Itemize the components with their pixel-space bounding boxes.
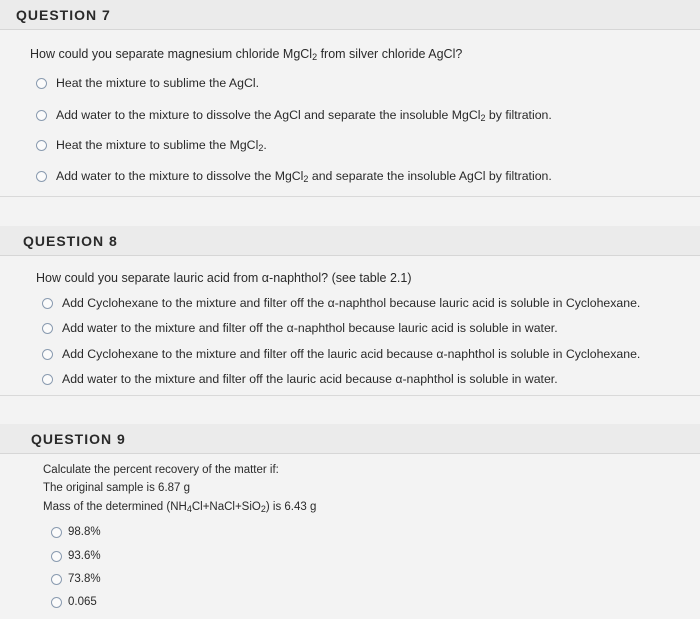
- subscript: 2: [260, 504, 266, 514]
- subscript: 2: [312, 52, 318, 62]
- q8-option-1[interactable]: [42, 296, 640, 310]
- prompt-text: The original sample is 6.87 g: [43, 482, 191, 494]
- prompt-text: ) is 6.43 g: [265, 501, 317, 513]
- question-7-prompt: [30, 47, 462, 62]
- prompt-text: How could you separate lauric acid from α-naphthol? (see table 2.1): [36, 271, 412, 285]
- question-8-prompt: [36, 271, 411, 285]
- radio-button[interactable]: [42, 349, 53, 360]
- q8-option-2[interactable]: [42, 321, 558, 335]
- radio-button[interactable]: [36, 171, 47, 182]
- question-9-line-3: [43, 501, 316, 514]
- question-7-header: [0, 0, 700, 30]
- option-label: Add Cyclohexane to the mixture and filter off the α-naphthol because lauric acid is soluble in Cyclohexane.: [62, 296, 641, 310]
- question-9-line-1: [43, 464, 279, 476]
- q7-option-3[interactable]: [36, 138, 267, 153]
- option-label: 98.8%: [68, 526, 101, 538]
- prompt-text: Mass of the determined (NH: [43, 501, 187, 513]
- option-label: Add water to the mixture and filter off the α-naphthol because lauric acid is soluble in water.: [62, 321, 558, 335]
- radio-button[interactable]: [36, 78, 47, 89]
- divider: [0, 395, 700, 396]
- radio-button[interactable]: [51, 574, 62, 585]
- option-label: 0.065: [68, 596, 97, 608]
- q7-option-4[interactable]: [36, 169, 552, 184]
- question-9-header: [0, 424, 700, 454]
- q9-option-4[interactable]: [51, 596, 97, 608]
- question-9-line-2: [43, 482, 190, 494]
- option-label: Add water to the mixture to dissolve the AgCl and separate the insoluble MgCl$_2$ by filtration.: [56, 108, 552, 123]
- radio-button[interactable]: [51, 551, 62, 562]
- option-label: Heat the mixture to sublime the MgCl$_2$.: [56, 138, 267, 153]
- radio-button[interactable]: [42, 298, 53, 309]
- option-label: 93.6%: [68, 550, 101, 562]
- prompt-text: Calculate the percent recovery of the matter if:: [43, 464, 279, 476]
- q7-option-2[interactable]: [36, 108, 552, 123]
- radio-button[interactable]: [42, 374, 53, 385]
- radio-button[interactable]: [51, 527, 62, 538]
- option-label: Add water to the mixture and filter off the lauric acid because α-naphthol is soluble in water.: [62, 372, 558, 386]
- radio-button[interactable]: [36, 110, 47, 121]
- option-label: Heat the mixture to sublime the AgCl.: [56, 76, 259, 90]
- question-8-header: [0, 226, 700, 256]
- radio-button[interactable]: [36, 140, 47, 151]
- q7-option-1[interactable]: [36, 76, 259, 90]
- divider: [0, 196, 700, 197]
- radio-button[interactable]: [42, 323, 53, 334]
- prompt-text: Cl+NaCl+SiO: [191, 501, 261, 513]
- option-label: 73.8%: [68, 573, 101, 585]
- q9-option-2[interactable]: [51, 550, 101, 562]
- prompt-text: How could you separate magnesium chloride MgCl: [30, 47, 313, 61]
- question-9-title: QUESTION 9: [31, 430, 126, 447]
- q9-option-1[interactable]: [51, 526, 101, 538]
- question-8-title: QUESTION 8: [23, 232, 118, 249]
- question-7-title: QUESTION 7: [16, 6, 111, 23]
- radio-button[interactable]: [51, 597, 62, 608]
- option-label: Add water to the mixture to dissolve the MgCl$_2$ and separate the insoluble AgCl by filtration.: [56, 169, 552, 184]
- prompt-text: from silver chloride AgCl?: [317, 47, 463, 61]
- q8-option-4[interactable]: [42, 372, 558, 386]
- subscript: 4: [186, 504, 192, 514]
- q8-option-3[interactable]: [42, 347, 640, 361]
- q9-option-3[interactable]: [51, 573, 101, 585]
- option-label: Add Cyclohexane to the mixture and filter off the lauric acid because α-naphthol is soluble in Cyclohexane.: [62, 347, 641, 361]
